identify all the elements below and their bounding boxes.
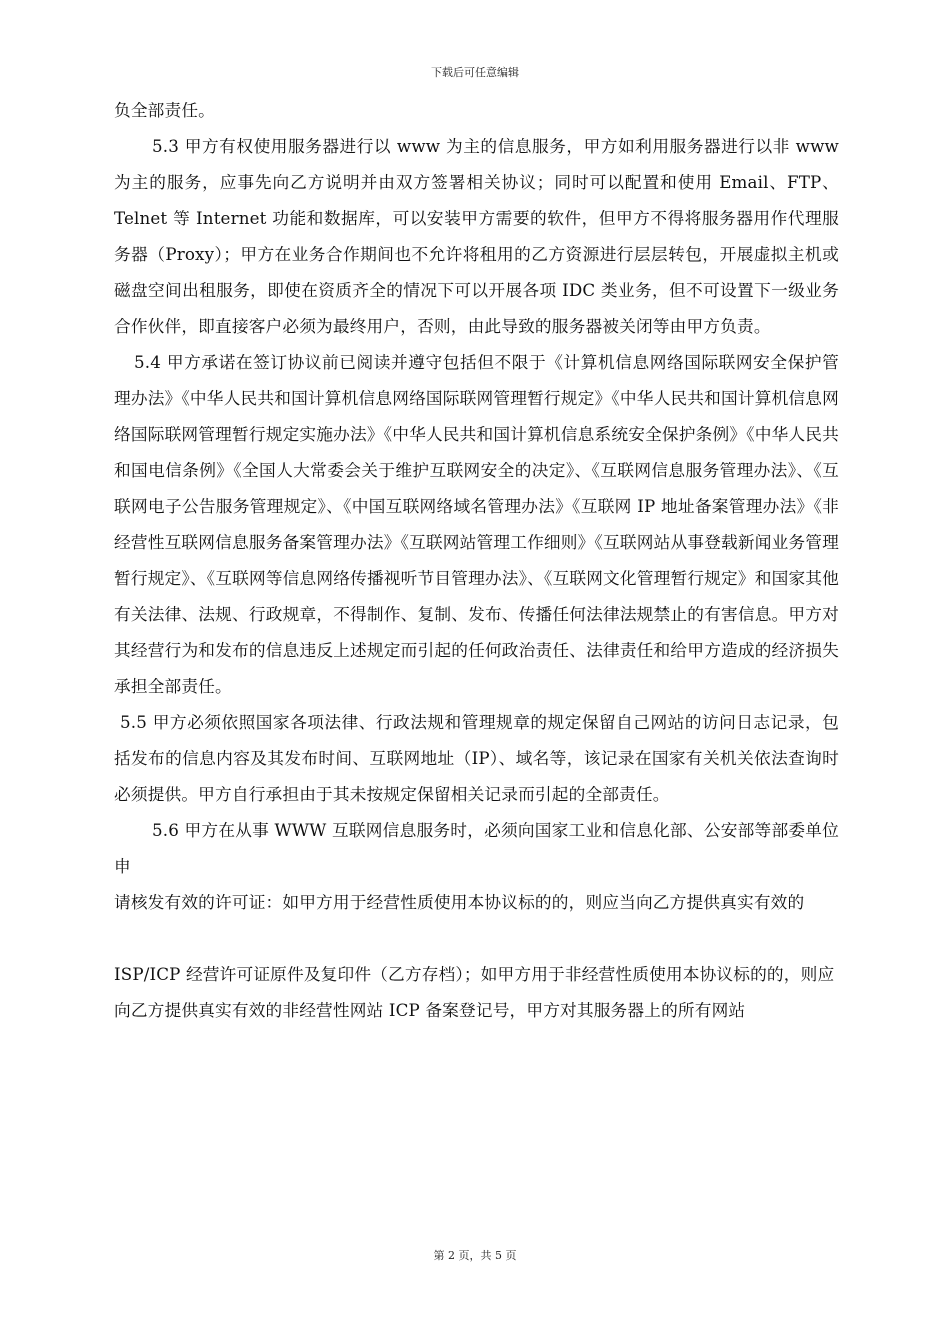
paragraph-5-6-cont-3: 向乙方提供真实有效的非经营性网站 ICP 备案登记号，甲方对其服务器上的所有网站 xyxy=(114,1000,746,1020)
paragraph-5-5: 5.5 甲方必须依照国家各项法律、行政法规和管理规章的规定保留自己网站的访问日志记录，包括发布的信息内容及其发布时间、互联网地址（IP）、域名等，该记录在国家有关机关依法查询时必须提供。甲方自行承担由于其未按规定保留相关记录而引起的全部责任。 xyxy=(114,712,839,804)
paragraph-5-6: 5.6 甲方在从事 WWW 互联网信息服务时，必须向国家工业和信息化部、公安部等部委单位申 xyxy=(114,820,839,876)
paragraph-5-6-cont-2: ISP/ICP 经营许可证原件及复印件（乙方存档）；如甲方用于非经营性质使用本协议标的的，则应 xyxy=(114,964,835,984)
paragraph-5-4: 5.4 甲方承诺在签订协议前已阅读并遵守包括但不限于《计算机信息网络国际联网安全保护管理办法》《中华人民共和国计算机信息网络国际联网管理暂行规定》《中华人民共和国计算机信息网络国际联网管理暂行规定实施办法》《中华人民共和国计算机信息系统安全保护条例》《中华人民共和国电信条例》《全国人大常委会关于维护互联网安全的决定》、《互联网信息服务管理办法》、《互联网电子公告服务管理规定》、《中国互联网络域名管理办法》《互联网 IP 地址备案管理办法》《非经营性互联网信息服务备案管理办法》《互联网站管理工作细则》《互联网站从事登载新闻业务管理暂行规定》、《互联网等信息网络传播视听节目管理办法》、《互联网文化管理暂行规定》和国家其他有关法律、法规、行政规章，不得制作、复制、发布、传播任何法律法规禁止的有害信息。甲方对其经营行为和发布的信息违反上述规定而引起的任何政治责任、法律责任和给甲方造成的经济损失承担全部责任。 xyxy=(114,352,839,696)
paragraph-5-3: 5.3 甲方有权使用服务器进行以 www 为主的信息服务，甲方如利用服务器进行以非 www 为主的服务，应事先向乙方说明并由双方签署相关协议；同时可以配置和使用 Email、FTP、Telnet 等 Internet 功能和数据库，可以安装甲方需要的软件，但甲方不得将服务器用作代理服务器（Proxy）；甲方在业务合作期间也不允许将租用的乙方资源进行层层转包，开展虚拟主机或磁盘空间出租服务，即使在资质齐全的情况下可以开展各项 IDC 类业务，但不可设置下一级业务合作伙伴，即直接客户必须为最终用户，否则，由此导致的服务器被关闭等由甲方负责。 xyxy=(114,136,839,336)
paragraph-continuation: 负全部责任。 xyxy=(114,100,216,120)
paragraph-5-6-cont-1: 请核发有效的许可证：如甲方用于经营性质使用本协议标的的，则应当向乙方提供真实有效的 xyxy=(114,892,805,912)
blank-line xyxy=(114,920,839,956)
page-header: 下载后可任意编辑 xyxy=(431,66,519,79)
document-body xyxy=(114,92,839,1028)
page-footer: 第 2 页，共 5 页 xyxy=(433,1249,517,1262)
